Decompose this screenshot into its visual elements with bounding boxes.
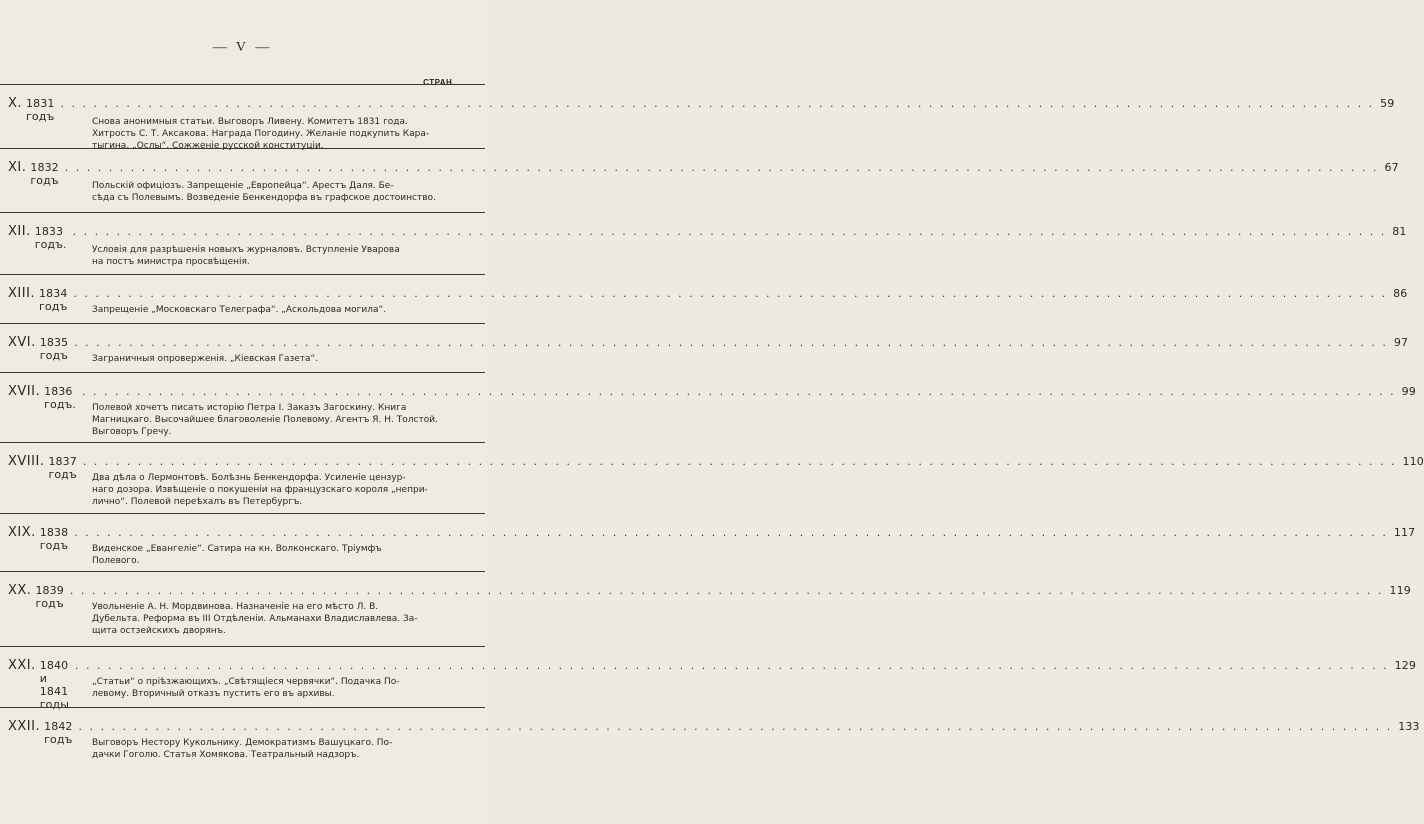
summary-line: тыгина. „Ослы“. Сожженіе русской конституціи. [92, 141, 324, 151]
summary-line: Условія для разрѣшенія новыхъ журналовъ. Вступленіе Уварова [92, 245, 400, 255]
entry-divider [0, 513, 485, 514]
entry-divider [0, 571, 485, 572]
chapter-summary [92, 353, 465, 365]
summary-line: Увольненіе А. Н. Мордвинова. Назначеніе на его мѣсто Л. В. [92, 602, 379, 612]
summary-line: на постъ министра просвѣщенія. [92, 257, 250, 267]
dot-leader: . . . . . . . . . . . . . . . . . . . . . . . . . . . . . . . . . . . . . . . . . . . . . . . . . . . . . . . . . . . . . . . . . . . . . . . . . . . . . . . . . . . . . . . . . . . . . . . . . . . . . . . . . . . . . . . . . . . . . . . . [64, 161, 1379, 174]
chapter-title: 1837 годъ [48, 455, 77, 481]
summary-line: Полевой хочетъ писать исторію Петра I. Заказъ Загоскину. Книга [92, 403, 407, 413]
chapter-title: 1839 годъ [35, 584, 64, 610]
summary-line: Два дѣла о Лермонтовѣ. Болѣзнь Бенкендорфа. Усиленіе цензур- [92, 473, 406, 483]
chapter-title: 1834 годъ [39, 287, 68, 313]
page-number: 99 [1401, 385, 1416, 398]
entry-divider [0, 323, 485, 324]
chapter-summary [92, 676, 465, 700]
chapter-title: 1831 годъ [26, 97, 55, 123]
summary-line: Магницкаго. Высочайшее благоволеніе Полевому. Агентъ Я. Н. Толстой. [92, 415, 438, 425]
page-column-label: СТРАН. [423, 78, 455, 87]
chapter-number: XVI. [8, 335, 36, 350]
chapter-summary [92, 543, 465, 567]
summary-line: щита остзейскихъ дворянъ. [92, 626, 226, 636]
chapter-summary [92, 304, 465, 316]
chapter-summary [92, 244, 465, 268]
chapter-summary [92, 180, 465, 204]
chapter-number: XXII. [8, 719, 41, 734]
page-number: 59 [1380, 97, 1395, 110]
chapter-title: 1832 годъ [30, 161, 59, 187]
summary-line: Полевого. [92, 556, 140, 566]
chapter-number: XI. [8, 160, 27, 175]
chapter-title: 1836 годъ. [44, 385, 76, 411]
entry-divider [0, 372, 485, 373]
page-number: 67 [1384, 161, 1399, 174]
dot-leader: . . . . . . . . . . . . . . . . . . . . . . . . . . . . . . . . . . . . . . . . . . . . . . . . . . . . . . . . . . . . . . . . . . . . . . . . . . . . . . . . . . . . . . . . . . . . . . . . . . . . . . . . . . . . . . . . . . . . . . . . [73, 287, 1388, 300]
entry-divider [0, 442, 485, 443]
summary-line: лично“. Полевой переѣхалъ въ Петербургъ. [92, 497, 303, 507]
chapter-number: XVII. [8, 384, 41, 399]
dot-leader: . . . . . . . . . . . . . . . . . . . . . . . . . . . . . . . . . . . . . . . . . . . . . . . . . . . . . . . . . . . . . . . . . . . . . . . . . . . . . . . . . . . . . . . . . . . . . . . . . . . . . . . . . . . . . . . . . . . . . . . . [81, 385, 1396, 398]
chapter-number: XX. [8, 583, 32, 598]
dot-leader: . . . . . . . . . . . . . . . . . . . . . . . . . . . . . . . . . . . . . . . . . . . . . . . . . . . . . . . . . . . . . . . . . . . . . . . . . . . . . . . . . . . . . . . . . . . . . . . . . . . . . . . . . . . . . . . . . . . . . . . . [72, 225, 1387, 238]
summary-line: Хитрость С. Т. Аксакова. Награда Погодину. Желаніе подкупить Кара- [92, 129, 430, 139]
dot-leader: . . . . . . . . . . . . . . . . . . . . . . . . . . . . . . . . . . . . . . . . . . . . . . . . . . . . . . . . . . . . . . . . . . . . . . . . . . . . . . . . . . . . . . . . . . . . . . . . . . . . . . . . . . . . . . . . . . . . . . . . [74, 526, 1388, 539]
entry-divider [0, 212, 485, 213]
summary-line: Выговоръ Гречу. [92, 427, 172, 437]
summary-line: левому. Вторичный отказъ пустить его въ архивы. [92, 689, 335, 699]
dot-leader: . . . . . . . . . . . . . . . . . . . . . . . . . . . . . . . . . . . . . . . . . . . . . . . . . . . . . . . . . . . . . . . . . . . . . . . . . . . . . . . . . . . . . . . . . . . . . . . . . . . . . . . . . . . . . . . . . . . . . . . . [69, 584, 1384, 597]
chapter-title: 1835 годъ [39, 336, 69, 362]
page-number: 110 [1402, 455, 1424, 468]
chapter-number: XXI. [8, 658, 36, 673]
summary-line: Польскій офиціозъ. Запрещеніе „Европейца“. Арестъ Даля. Бе- [92, 181, 394, 191]
chapter-number: X. [8, 96, 23, 111]
chapter-title: 1833 годъ. [34, 225, 67, 251]
summary-line: дачки Гоголю. Статья Хомякова. Театральный надзоръ. [92, 750, 360, 760]
summary-line: сѣда съ Полевымъ. Возведеніе Бенкендорфа въ графское достоинство. [92, 193, 436, 203]
page-number: 119 [1389, 584, 1411, 597]
dot-leader: . . . . . . . . . . . . . . . . . . . . . . . . . . . . . . . . . . . . . . . . . . . . . . . . . . . . . . . . . . . . . . . . . . . . . . . . . . . . . . . . . . . . . . . . . . . . . . . . . . . . . . . . . . . . . . . . . . . . . . . . [78, 720, 1393, 733]
summary-line: Дубельта. Реформа въ III Отдѣленіи. Альманахи Владиславлева. За- [92, 614, 418, 624]
page-number: 117 [1393, 526, 1416, 539]
summary-line: Выговоръ Нестору Кукольнику. Демократизмъ Вашуцкаго. По- [92, 738, 393, 748]
dot-leader: . . . . . . . . . . . . . . . . . . . . . . . . . . . . . . . . . . . . . . . . . . . . . . . . . . . . . . . . . . . . . . . . . . . . . . . . . . . . . . . . . . . . . . . . . . . . . . . . . . . . . . . . . . . . . . . . . . . . . . . . [60, 97, 1375, 110]
summary-line: Запрещеніе „Московскаго Телеграфа“. „Аскольдова могила“. [92, 305, 387, 315]
dot-leader: . . . . . . . . . . . . . . . . . . . . . . . . . . . . . . . . . . . . . . . . . . . . . . . . . . . . . . . . . . . . . . . . . . . . . . . . . . . . . . . . . . . . . . . . . . . . . . . . . . . . . . . . . . . . . . . . . . . . . . . . [82, 455, 1397, 468]
chapter-summary [92, 601, 465, 637]
entry-divider [0, 646, 485, 647]
dot-leader: . . . . . . . . . . . . . . . . . . . . . . . . . . . . . . . . . . . . . . . . . . . . . . . . . . . . . . . . . . . . . . . . . . . . . . . . . . . . . . . . . . . . . . . . . . . . . . . . . . . . . . . . . . . . . . . . . . . . . . . . [74, 336, 1388, 349]
chapter-summary [92, 116, 465, 152]
summary-line: наго дозора. Извѣщеніе о покушеніи на французскаго короля „непри- [92, 485, 428, 495]
chapter-title: 1840 и 1841 годы [39, 659, 69, 711]
entry-divider [0, 274, 485, 275]
page-header: — V — [212, 40, 273, 55]
entry-divider [0, 707, 485, 708]
entry-divider [0, 84, 485, 85]
summary-line: „Статьи“ о пріѣзжающихъ. „Свѣтящіеся червячки“. Подачка По- [92, 677, 400, 687]
page-number: 97 [1393, 336, 1409, 349]
chapter-number: XIX. [8, 525, 36, 540]
chapter-number: XIII. [8, 286, 36, 301]
chapter-summary [92, 737, 465, 761]
page-number: 129 [1394, 659, 1416, 672]
page-number: 81 [1392, 225, 1407, 238]
dot-leader: . . . . . . . . . . . . . . . . . . . . . . . . . . . . . . . . . . . . . . . . . . . . . . . . . . . . . . . . . . . . . . . . . . . . . . . . . . . . . . . . . . . . . . . . . . . . . . . . . . . . . . . . . . . . . . . . . . . . . . . . [74, 659, 1389, 672]
chapter-number: XII. [8, 224, 31, 239]
chapter-summary [92, 402, 465, 438]
chapter-title: 1838 годъ [39, 526, 69, 552]
chapter-title: 1842 годъ [44, 720, 73, 746]
page-number: 86 [1393, 287, 1408, 300]
chapter-number: XVIII. [8, 454, 45, 469]
chapter-summary [92, 472, 465, 508]
summary-line: Виденское „Евангеліе“. Сатира на кн. Волконскаго. Тріумфъ [92, 544, 382, 554]
entry-divider [0, 148, 485, 149]
page-number: 133 [1398, 720, 1420, 733]
summary-line: Заграничныя опроверженія. „Кіевская Газета“. [92, 354, 319, 364]
summary-line: Снова анонимныя статьи. Выговоръ Ливену. Комитетъ 1831 года. [92, 117, 408, 127]
